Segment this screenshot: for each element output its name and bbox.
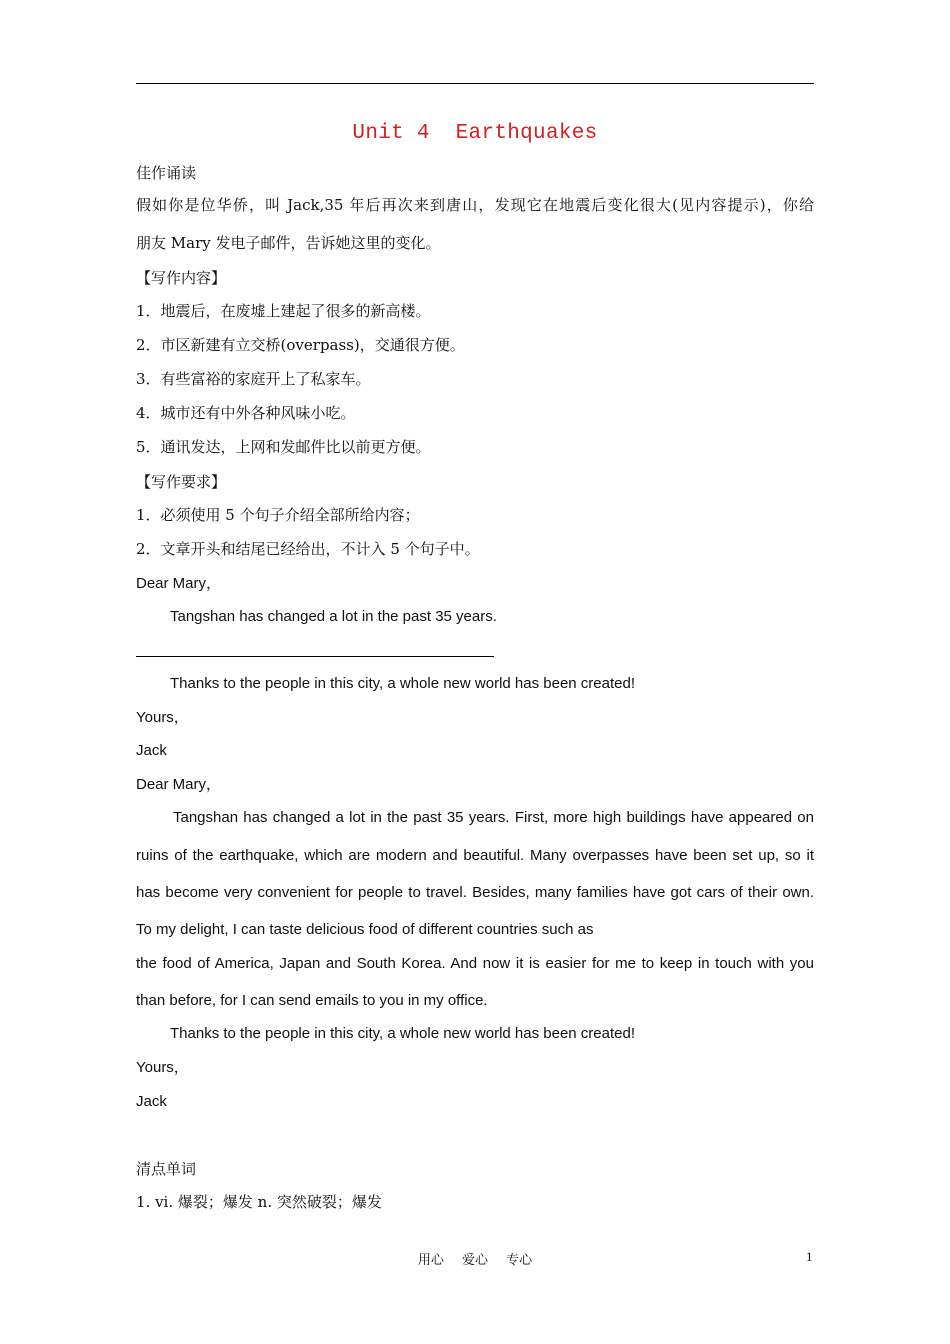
template-opening: Tangshan has changed a lot in the past 35 years.	[170, 608, 497, 625]
sample-line: ruins of the earthquake, which are modern and beautiful. Many overpasses have been set up, so it	[136, 847, 814, 864]
sample-line: than before, for I can send emails to you in my office.	[136, 992, 488, 1009]
content-item: 4．城市还有中外各种风味小吃。	[136, 404, 356, 422]
requirements-header: 【写作要求】	[136, 473, 227, 491]
sample-closing: Thanks to the people in this city, a whole new world has been created!	[170, 1025, 635, 1042]
sample-line: has become very convenient for people to travel. Besides, many families have got cars of their own.	[136, 884, 814, 901]
content-item: 5．通讯发达，上网和发邮件比以前更方便。	[136, 438, 431, 456]
sample-line: the food of America, Japan and South Korea. And now it is easier for me to keep in touch with you	[136, 955, 814, 972]
requirement-item: 1．必须使用 5 个句子介绍全部所给内容；	[136, 506, 420, 524]
template-name: Jack	[136, 742, 167, 759]
answer-blank-line	[136, 656, 494, 657]
prompt-line-2: 朋友 Mary 发电子邮件，告诉她这里的变化。	[136, 234, 441, 252]
sample-signoff: Yours，	[136, 1059, 189, 1076]
template-greeting: Dear Mary，	[136, 575, 222, 592]
content-item: 1．地震后，在废墟上建起了很多的新高楼。	[136, 302, 431, 320]
sample-line: To my delight, I can taste delicious food of different countries such as	[136, 921, 594, 938]
requirement-item: 2．文章开头和结尾已经给出，不计入 5 个句子中。	[136, 540, 480, 558]
vocab-heading: 清点单词	[136, 1160, 197, 1178]
content-item: 2．市区新建有立交桥(overpass)，交通很方便。	[136, 336, 465, 354]
vocab-item: 1. vi. 爆裂；爆发 n. 突然破裂；爆发	[136, 1193, 382, 1211]
header-rule	[136, 83, 814, 84]
content-item: 3．有些富裕的家庭开上了私家车。	[136, 370, 371, 388]
template-signoff: Yours，	[136, 709, 189, 726]
sample-line: Tangshan has changed a lot in the past 35 years. First, more high buildings have appeared on	[173, 809, 814, 826]
content-header: 【写作内容】	[136, 269, 227, 287]
page-number: 1	[806, 1249, 813, 1264]
sample-name: Jack	[136, 1093, 167, 1110]
section-reading-heading: 佳作诵读	[136, 164, 197, 182]
page-title: Unit 4 Earthquakes	[352, 122, 598, 145]
sample-greeting: Dear Mary，	[136, 776, 222, 793]
template-closing: Thanks to the people in this city, a whole new world has been created!	[170, 675, 635, 692]
prompt-line-1: 假如你是位华侨，叫 Jack,35 年后再次来到唐山，发现它在地震后变化很大(见内容提示)，你给	[136, 196, 814, 214]
page-footer: 用心 爱心 专心	[417, 1253, 533, 1268]
